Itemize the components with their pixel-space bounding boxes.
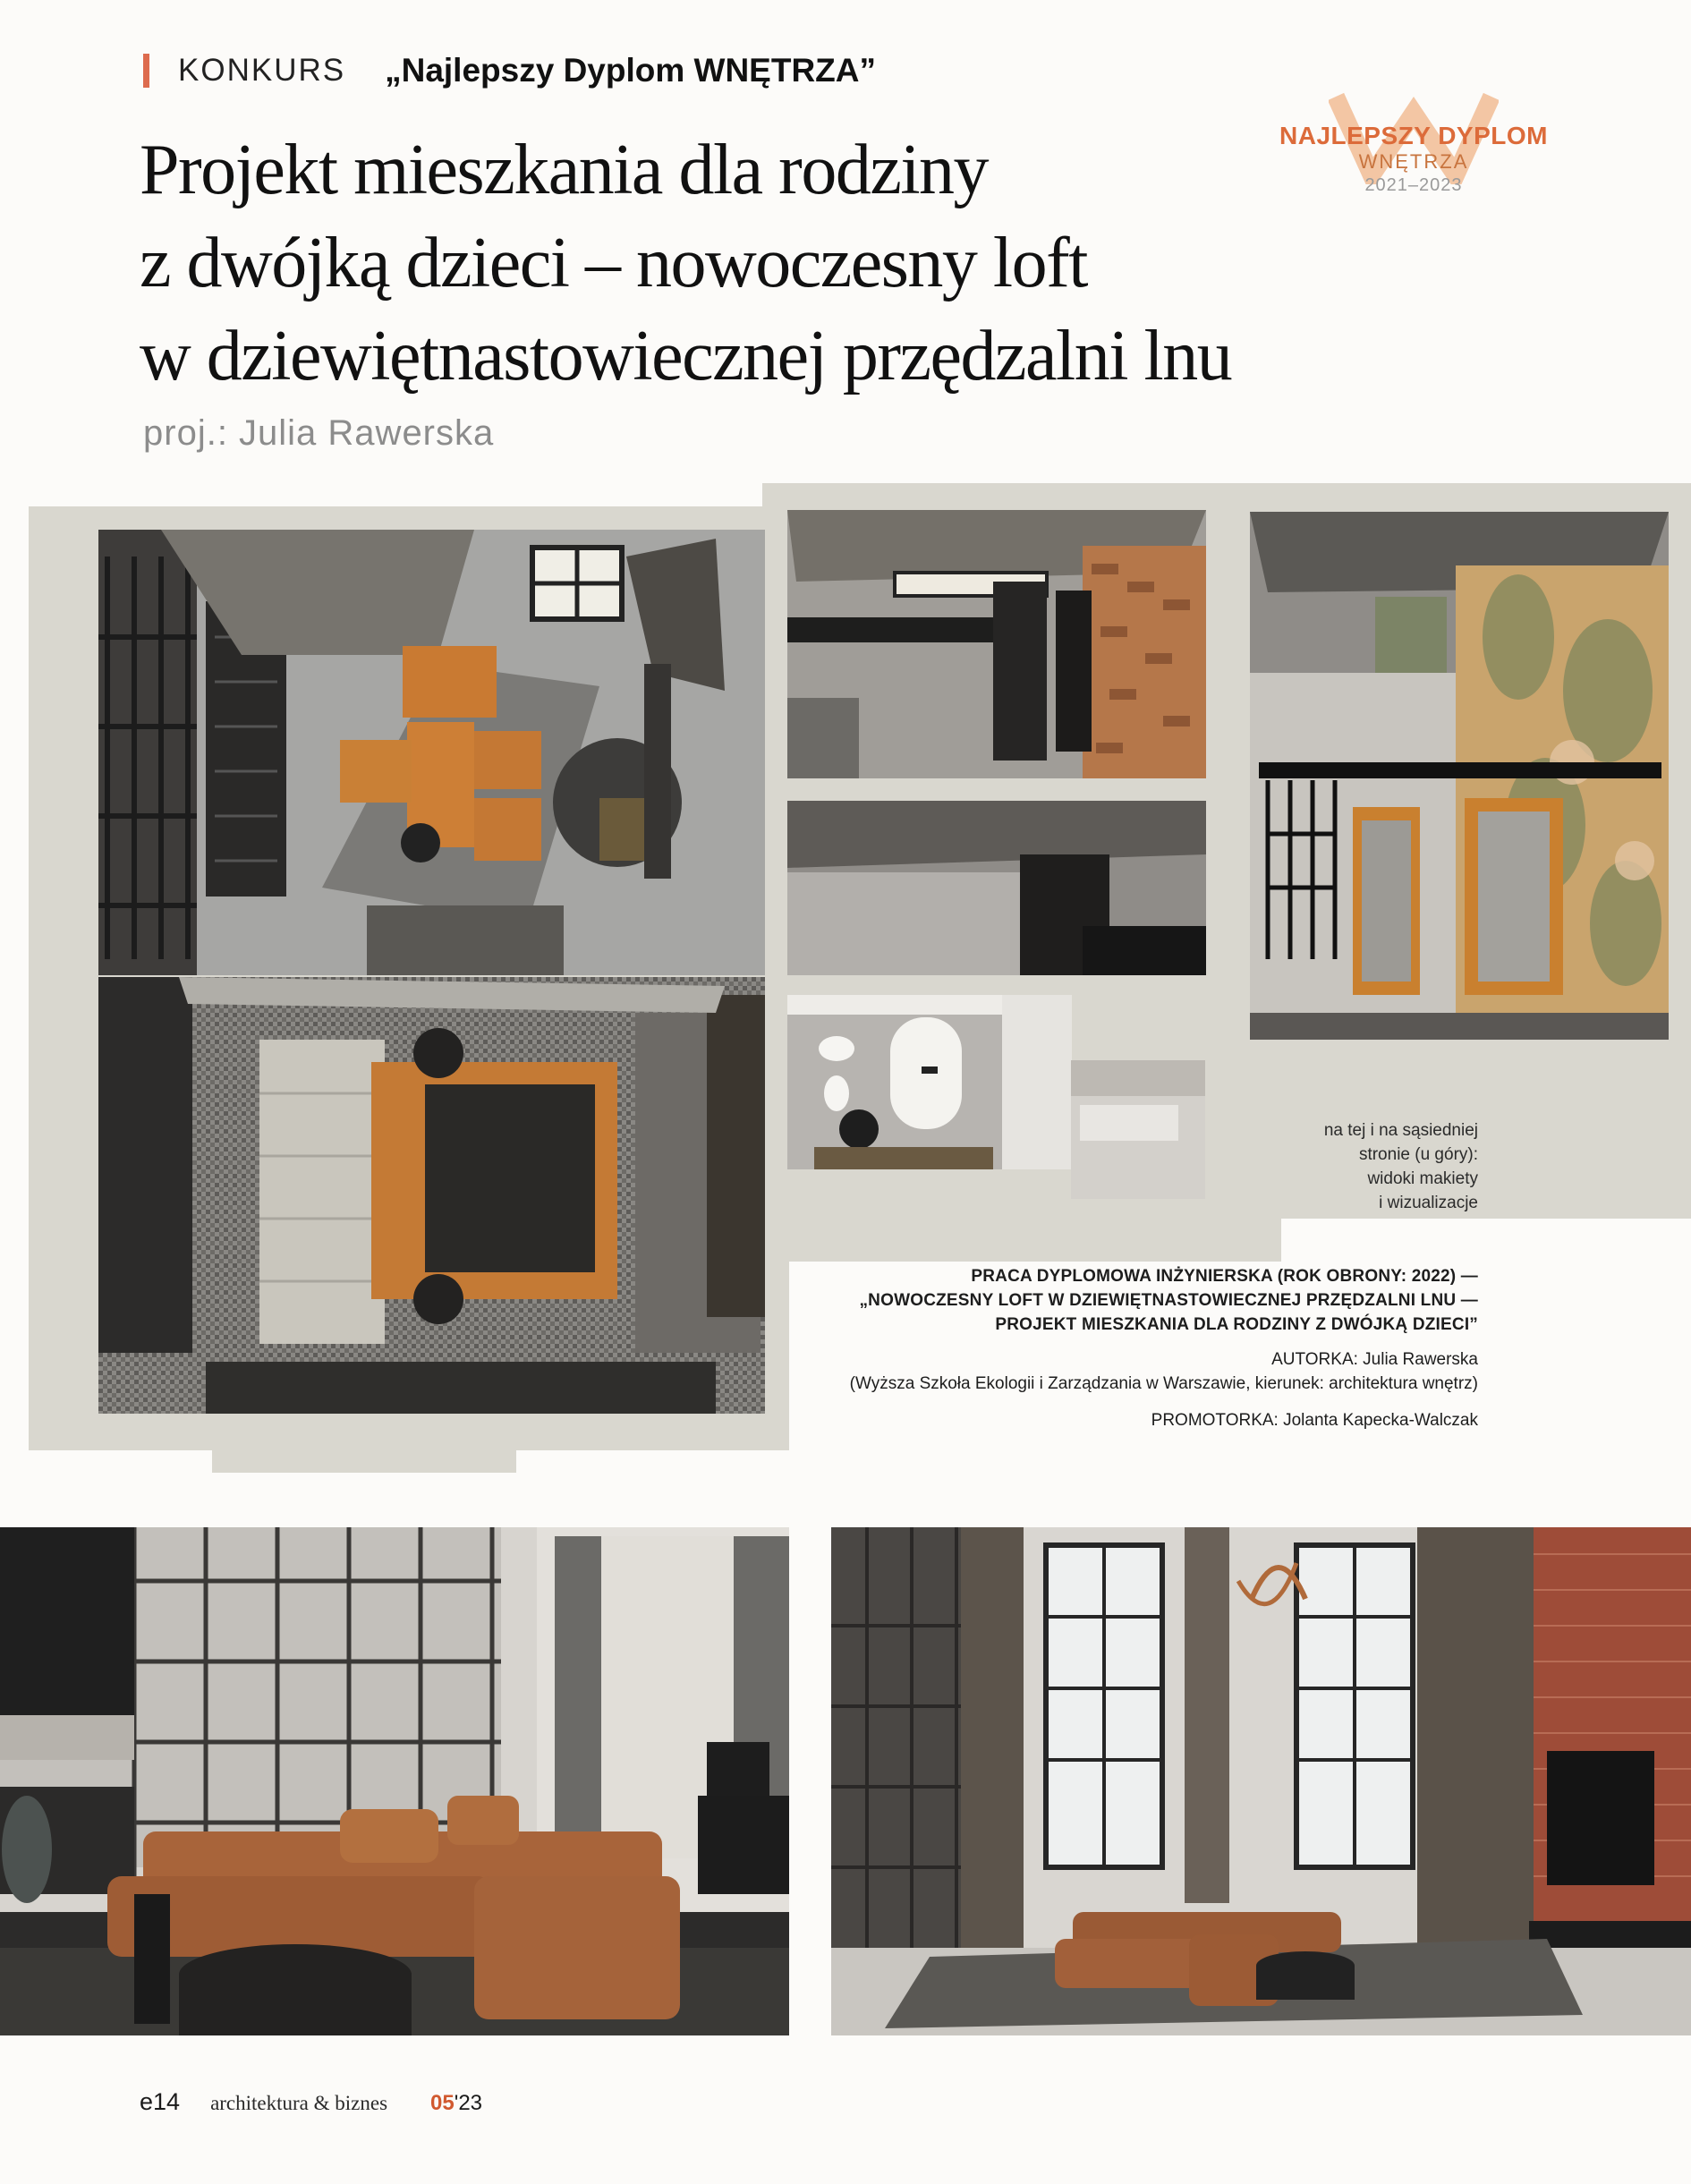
caption-line-4: i wizualizacje	[1379, 1194, 1478, 1212]
model-hall-photo	[787, 510, 1206, 778]
model-bathroom-photo	[787, 995, 1072, 1169]
model-living-room-photo	[98, 530, 765, 975]
section-kicker	[143, 50, 876, 91]
headline-line-1: Projekt mieszkania dla rodziny	[140, 131, 989, 209]
issue-number: 05	[430, 2091, 455, 2115]
badge-title: NAJLEPSZY DYPLOM	[1279, 122, 1548, 149]
thesis-author: AUTORKA: Julia Rawerska	[1271, 1350, 1478, 1369]
thesis-promoter: PROMOTORKA: Jolanta Kapecka-Walczak	[1151, 1411, 1478, 1430]
badge-years: 2021–2023	[1364, 175, 1463, 195]
caption-line-2: stronie (u góry):	[1358, 1145, 1478, 1164]
thesis-title-line-2: „NOWOCZESNY LOFT W DZIEWIĘTNASTOWIECZNEJ PRZĘDZALNI LNU —	[859, 1291, 1478, 1310]
render-living-room-windows	[831, 1527, 1691, 2035]
article-byline: proj.: Julia Rawerska	[143, 413, 495, 453]
model-corridor-photo	[787, 801, 1206, 975]
headline-line-2: z dwójką dzieci – nowoczesny loft	[140, 224, 1088, 302]
thesis-school: (Wyższa Szkoła Ekologii i Zarządzania w Warszawie, kierunek: architektura wnętrz)	[849, 1374, 1478, 1393]
page-footer	[140, 2088, 482, 2116]
article-headline	[140, 123, 1330, 403]
kicker-title: „Najlepszy Dyplom WNĘTRZA”	[385, 52, 876, 89]
headline-line-3: w dziewiętnastowiecznej przędzalni lnu	[140, 317, 1232, 395]
thesis-title-line-3: PROJEKT MIESZKANIA DLA RODZINY Z DWÓJKĄ DZIECI”	[995, 1315, 1478, 1334]
thesis-credits	[787, 1264, 1478, 1432]
thesis-title-line-1: PRACA DYPLOMOWA INŻYNIERSKA (ROK OBRONY: 2022) —	[971, 1267, 1478, 1286]
caption-line-1: na tej i na sąsiedniej	[1323, 1121, 1478, 1140]
kicker-label: KONKURS	[178, 53, 346, 88]
render-living-room-sofa	[0, 1527, 789, 2035]
image-caption	[1163, 1118, 1478, 1215]
model-kids-room-photo	[1250, 512, 1669, 1040]
magazine-name: architektura & biznes	[210, 2092, 388, 2114]
kicker-accent-bar	[143, 54, 149, 88]
issue-year: '23	[454, 2091, 483, 2115]
badge-subtitle: WNĘTRZA	[1358, 150, 1469, 173]
competition-badge	[1270, 86, 1557, 211]
model-bedroom-photo	[98, 977, 765, 1414]
page-number: e14	[140, 2088, 181, 2115]
caption-line-3: widoki makiety	[1367, 1169, 1478, 1188]
